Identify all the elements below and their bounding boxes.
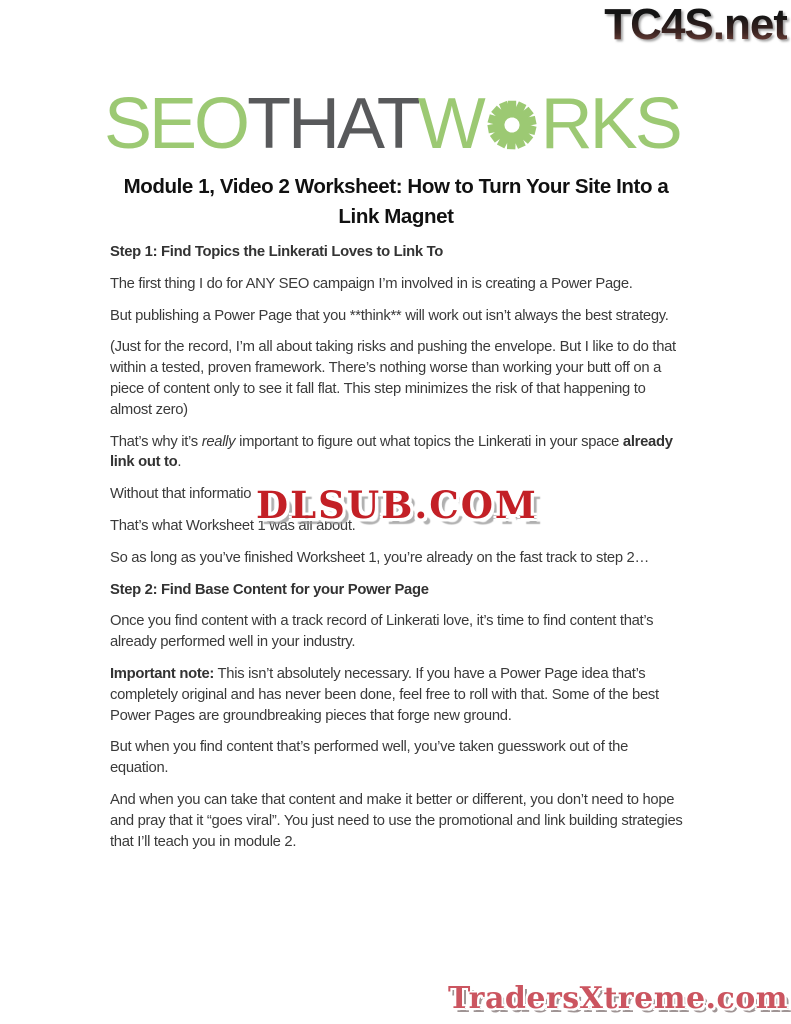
tradersxtreme-watermark: TradersXtreme.com: [448, 981, 788, 1016]
dlsub-watermark: DLSUB.COM: [256, 483, 538, 527]
logo-text-seo: SEO: [104, 84, 248, 164]
document-body: [110, 242, 686, 863]
paragraph: The first thing I do for ANY SEO campaign I’m involved in is creating a Power Page.: [110, 275, 633, 292]
paragraph: Without that informatio: [110, 486, 252, 503]
logo-text-w: W: [417, 84, 483, 164]
paragraph: That’s why it’s really important to figure out what topics the Linkerati in your space already link out to.: [110, 433, 673, 471]
paragraph: But publishing a Power Page that you **think** will work out isn’t always the best strategy.: [110, 307, 669, 324]
paragraph: Important note: This isn’t absolutely necessary. If you have a Power Page idea that’s completely original and has never been done, feel free to roll with that. Some of the best Power Pages are groundbreaking pieces that forge new ground.: [110, 665, 659, 724]
seothatworks-logo: [104, 84, 680, 164]
logo-text-rks: RKS: [540, 84, 680, 164]
paragraph: Step 1: Find Topics the Linkerati Loves to Link To: [110, 244, 444, 260]
logo-text-that: THAT: [247, 84, 418, 164]
starburst-icon: [484, 97, 540, 153]
page-title-line2: Link Magnet: [338, 205, 454, 228]
paragraph: That’s what Worksheet 1 was all about.: [110, 517, 356, 534]
page-title-line1: Module 1, Video 2 Worksheet: How to Turn Your Site Into a: [123, 175, 669, 198]
paragraph: Once you find content with a track record of Linkerati love, it’s time to find content that’s already performed well in your industry.: [110, 613, 654, 651]
paragraph: Step 2: Find Base Content for your Power Page: [110, 581, 429, 598]
page-title: [110, 172, 682, 232]
paragraph: (Just for the record, I’m all about taking risks and pushing the envelope. But I like to do that within a tested, proven framework. There’s nothing worse than working your butt off on a piece of content only to see it fall flat. This step minimizes the risk of that happening to almost zero): [110, 339, 676, 418]
tc4s-watermark: TC4S.net: [604, 0, 787, 49]
paragraph: And when you can take that content and make it better or different, you don’t need to hope and pray that it “goes viral”. You just need to use the promotional and link building strategies that I’ll teach you in module 2.: [110, 791, 683, 850]
paragraph: So as long as you’ve finished Worksheet 1, you’re already on the fast track to step 2…: [110, 549, 649, 566]
paragraph: But when you find content that’s performed well, you’ve taken guesswork out of the equation.: [110, 739, 628, 777]
